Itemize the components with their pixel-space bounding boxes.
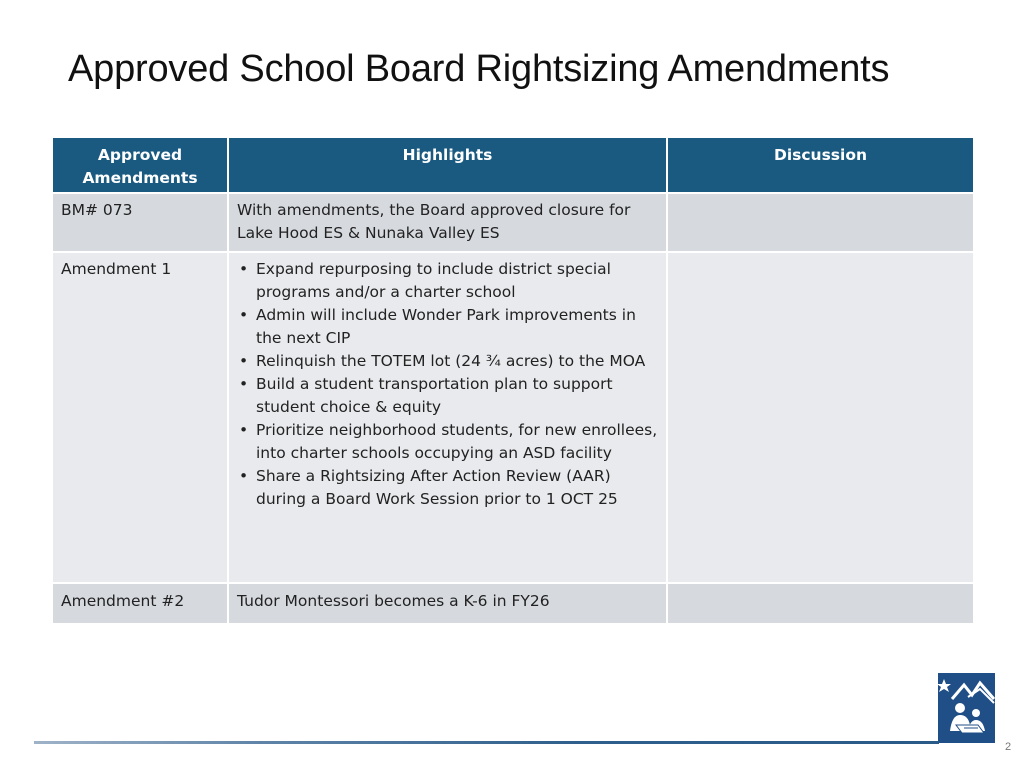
row-discussion <box>667 583 974 624</box>
row-label: BM# 073 <box>52 193 228 252</box>
list-item: • Expand repurposing to include district special programs and/or a charter school <box>237 258 658 304</box>
table-row <box>52 193 974 252</box>
highlights-bullet-list <box>237 258 658 511</box>
header-approved-amendments: Approved Amendments <box>52 137 228 193</box>
list-item: • Prioritize neighborhood students, for new enrollees, into charter schools occupying an ASD facility <box>237 419 658 465</box>
footer-divider <box>34 741 939 744</box>
row-label: Amendment #2 <box>52 583 228 624</box>
header-highlights: Highlights <box>228 137 667 193</box>
amendments-table <box>51 136 975 625</box>
district-logo-icon <box>938 673 995 743</box>
row-highlights: Tudor Montessori becomes a K-6 in FY26 <box>228 583 667 624</box>
row-highlights: With amendments, the Board approved closure for Lake Hood ES & Nunaka Valley ES <box>228 193 667 252</box>
table-row <box>52 252 974 583</box>
table-header-row <box>52 137 974 193</box>
row-label: Amendment 1 <box>52 252 228 583</box>
list-item: • Admin will include Wonder Park improvements in the next CIP <box>237 304 658 350</box>
table-row <box>52 583 974 624</box>
row-discussion <box>667 193 974 252</box>
page-number: 2 <box>1005 741 1012 753</box>
list-item: • Relinquish the TOTEM lot (24 ¾ acres) to the MOA <box>237 350 658 373</box>
header-discussion: Discussion <box>667 137 974 193</box>
row-highlights <box>228 252 667 583</box>
list-item: • Build a student transportation plan to support student choice & equity <box>237 373 658 419</box>
row-discussion <box>667 252 974 583</box>
slide-title: Approved School Board Rightsizing Amendments <box>68 48 890 90</box>
list-item: • Share a Rightsizing After Action Review (AAR) during a Board Work Session prior to 1 OCT 25 <box>237 465 658 511</box>
